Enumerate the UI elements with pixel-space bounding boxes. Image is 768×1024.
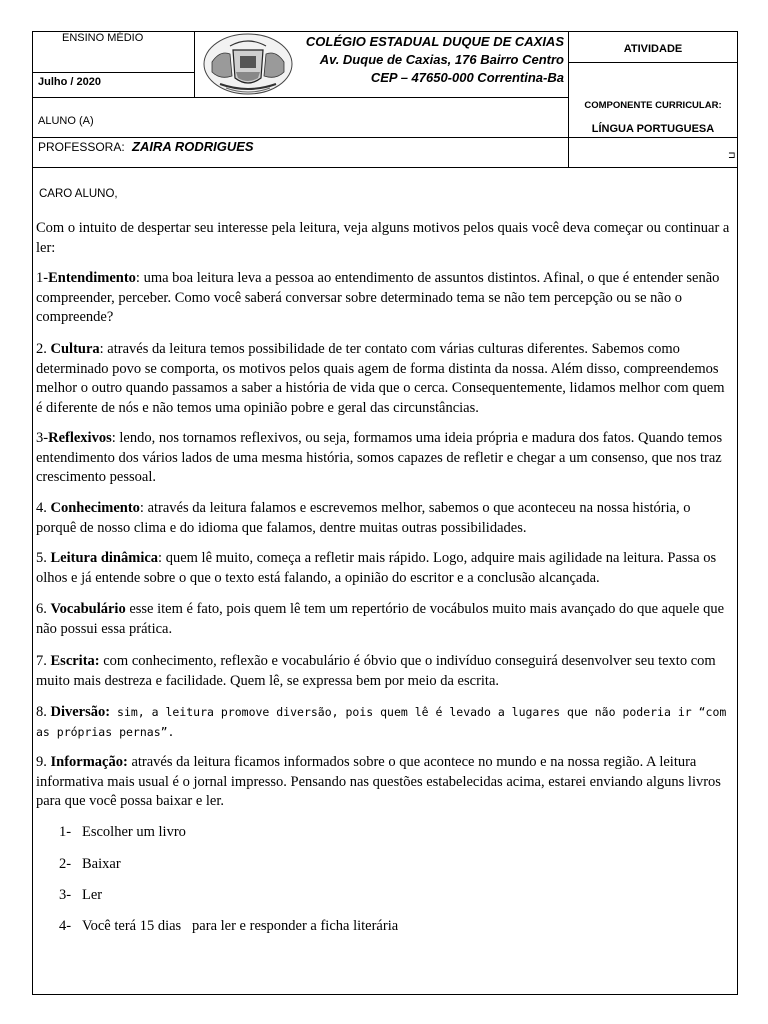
- reason-item: 6. Vocabulário esse item é fato, pois quem lê tem um repertório de vocábulos muito mais avançado do que aquele que não possui essa prática.: [36, 601, 725, 637]
- school-name: COLÉGIO ESTADUAL DUQUE DE CAXIAS: [305, 34, 564, 49]
- school-crest-logo: [200, 32, 296, 96]
- reason-item: 9. Informação: através da leitura ficamos informados sobre o que acontece no mundo e na nossa região. A leitura informativa mais usual é o jornal impresso. Pensando nas questões estabelecidas acima, estarei enviando alguns livros para que você possa baixar e ler.: [36, 754, 721, 809]
- education-level: ENSINO MÉDIO: [62, 32, 144, 44]
- step-item: 4- Você terá 15 dias para ler e responder a ficha literária: [59, 918, 399, 934]
- school-cep: CEP – 47650-000 Correntina-Ba: [370, 70, 564, 85]
- student-label: ALUNO (A): [38, 115, 94, 127]
- subject-name: LÍNGUA PORTUGUESA: [591, 123, 715, 135]
- reason-item: 3-Reflexivos: lendo, nos tornamos reflexivos, ou seja, formamos uma ideia própria e madura dos fatos. Quando temos entendimento dos vários lados de uma mesma história, somos capazes de refletir e chegar a um consenso, que nos traz crescimento pessoal.: [36, 430, 723, 485]
- teacher-label: PROFESSORA:: [38, 140, 125, 154]
- corner-mark: ⊐: [728, 150, 736, 160]
- step-item: 2- Baixar: [59, 856, 121, 872]
- greeting: CARO ALUNO,: [39, 188, 118, 200]
- step-item: 3- Ler: [59, 887, 103, 903]
- date-label: Julho / 2020: [38, 76, 101, 88]
- reason-item: 5. Leitura dinâmica: quem lê muito, começa a refletir mais rápido. Logo, adquire mais agilidade na leitura. Passa os olhos e já entende sobre o que o texto está falando, a opinião do escritor e a conclusão alcançada.: [36, 550, 717, 586]
- reason-item: 8. Diversão: sim, a leitura promove diversão, pois quem lê é levado a lugares que não poderia ir “com as próprias pernas”.: [36, 704, 727, 739]
- teacher-name: ZAIRA RODRIGUES: [132, 139, 254, 154]
- reason-item: 7. Escrita: com conhecimento, reflexão e vocabulário é óbvio que o indivíduo conseguirá desenvolver seu texto com muito mais destreza e facilidade. Quem lê, se expressa bem por meio da escrita.: [36, 653, 716, 689]
- step-item: 1- Escolher um livro: [59, 824, 186, 840]
- school-address: Av. Duque de Caxias, 176 Bairro Centro: [319, 52, 564, 67]
- activity-label: ATIVIDADE: [623, 43, 683, 55]
- intro-paragraph: Com o intuito de despertar seu interesse pela leitura, veja alguns motivos pelos quais você deva começar ou continuar a ler:: [36, 220, 730, 256]
- curricular-label: COMPONENTE CURRICULAR:: [584, 100, 722, 111]
- teacher-row: [38, 139, 254, 154]
- reason-item: 4. Conhecimento: através da leitura falamos e escrevemos melhor, sabemos o que aconteceu na nossa história, o porquê de nosso clima e do idioma que falamos, dentre muitas outras possibilidades.: [36, 500, 691, 536]
- reason-item: 1-Entendimento: uma boa leitura leva a pessoa ao entendimento de assuntos distintos. Afinal, o que é entender senão compreender, perceber. Como você saberá conversar sobre determinado tema se não tem percepção ou se não o compreende?: [36, 270, 720, 325]
- reason-item: 2. Cultura: através da leitura temos possibilidade de ter contato com várias culturas diferentes. Sabemos como determinado povo se comporta, os motivos pelos quais agem de forma distinta da nossa. Além disso, compreendemos melhor o outro quando passamos a saber a história de vida que o cerca. Consequentemente, lidamos melhor com quem é diferente de nós e não temos uma opinião pobre e geral das circunstâncias.: [36, 341, 725, 416]
